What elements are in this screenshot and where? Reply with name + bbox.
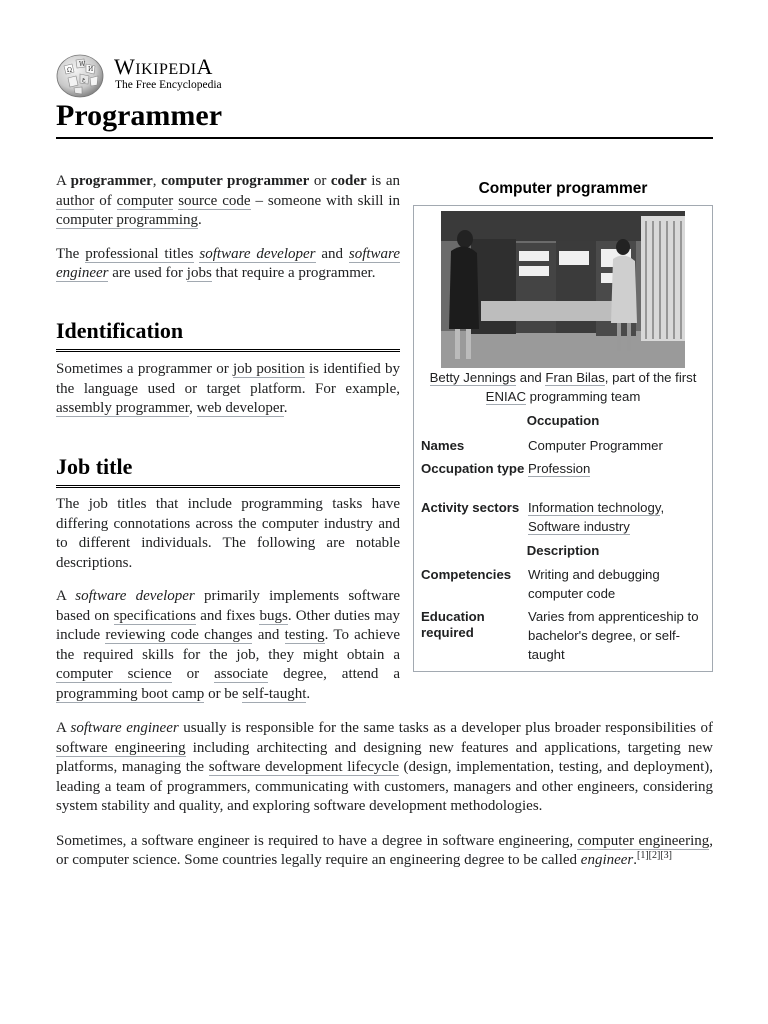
- link-bugs[interactable]: bugs: [259, 607, 288, 624]
- infobox-heading-occupation: Occupation: [526, 413, 600, 428]
- section-heading-identification: Identification: [56, 317, 400, 352]
- svg-text:W: W: [79, 61, 86, 68]
- infobox-heading-description: Description: [526, 543, 600, 558]
- link-programming-boot-camp[interactable]: programming boot camp: [56, 685, 205, 702]
- svg-text:И: И: [88, 66, 94, 73]
- link-job-position[interactable]: job position: [232, 361, 305, 377]
- link-fran-bilas[interactable]: Fran Bilas: [545, 370, 605, 385]
- link-computer[interactable]: computer: [116, 192, 174, 209]
- infobox-title: Computer programmer: [478, 180, 648, 197]
- link-web-developer[interactable]: web developer: [196, 400, 284, 416]
- wikipedia-logo[interactable]: [56, 52, 356, 98]
- reference-links[interactable]: [1][2][3]: [637, 850, 672, 861]
- wikipedia-globe-icon: [56, 54, 104, 98]
- job-title-paragraph-3: A software engineer usually is responsible for the same tasks as a developer plus broader responsibilities of software engineering including architecting and designing new features and applications, targeting new platforms, managing the software development lifecycle (design, implementation, testing, and deployment), leading a team of programmers, communicating with customers, managers and other engineers, considering system stability and quality, and exploring software development methodologies.: [56, 720, 714, 814]
- svg-text:Ω: Ω: [67, 67, 72, 74]
- wikipedia-wordmark: WIKIPEDIA: [114, 54, 213, 79]
- infobox-label-activity-sectors: Activity sectors: [421, 500, 520, 515]
- lead-section: [56, 172, 400, 284]
- job-title-section-continued: [56, 719, 713, 871]
- lead-paragraph-1: A programmer, computer programmer or coder is an author of computer source code – someone with skill in computer programming.: [56, 173, 401, 228]
- section-heading-job-title: Job title: [56, 453, 400, 488]
- job-title-section: [56, 495, 400, 704]
- link-associate[interactable]: associate: [214, 666, 269, 682]
- infobox-value-activity-sectors: Information technology, Software industry: [528, 500, 665, 534]
- infobox-label-occupation-type: Occupation type: [421, 461, 525, 476]
- link-software-industry[interactable]: Software industry: [528, 519, 630, 534]
- infobox: [413, 205, 713, 672]
- infobox-label-education: Education required: [421, 609, 485, 640]
- wikipedia-tagline: The Free Encyclopedia: [115, 79, 222, 91]
- link-software-development-lifecycle[interactable]: software development lifecycle: [208, 759, 399, 775]
- link-computer-programming[interactable]: computer programming: [56, 212, 199, 228]
- infobox-value-education: Varies from apprenticeship to bachelor's degree, or self-taught: [528, 609, 699, 662]
- link-author[interactable]: author: [56, 192, 95, 209]
- svg-text:ع: ع: [82, 76, 86, 83]
- page-title: Programmer: [56, 96, 713, 139]
- link-source-code[interactable]: source code: [178, 192, 251, 209]
- link-software-developer[interactable]: software developer: [199, 245, 316, 262]
- infobox-value-names: Computer Programmer: [528, 438, 663, 453]
- link-specifications[interactable]: specifications: [113, 607, 197, 624]
- link-self-taught[interactable]: self-taught: [242, 685, 307, 702]
- lead-paragraph-2: The professional titles software developer and software engineer are used for jobs that require a programmer.: [56, 245, 400, 281]
- link-jobs[interactable]: jobs: [186, 265, 212, 281]
- link-assembly-programmer[interactable]: assembly programmer: [56, 400, 190, 416]
- job-title-paragraph-4: Sometimes, a software engineer is required to have a degree in software engineering, computer engineering, or computer science. Some countries legally require an engineering degree to be called engineer.[1][2][3]: [56, 832, 713, 868]
- link-eniac[interactable]: ENIAC: [485, 389, 526, 404]
- job-title-paragraph-2: A software developer primarily implements software based on specifications and fixes bugs. Other duties may include reviewing code changes and testing. To achieve the required skills for the job, they might obtain a computer science or associate degree, attend a programming boot camp or be self-taught.: [56, 588, 401, 702]
- photo-caption: Betty Jennings and Fran Bilas, part of the first ENIAC programming team: [429, 370, 697, 404]
- link-profession[interactable]: Profession: [528, 461, 591, 476]
- link-professional-titles[interactable]: professional titles: [85, 245, 194, 262]
- infobox-value-competencies: Writing and debugging computer code: [528, 567, 660, 601]
- eniac-photo[interactable]: [441, 211, 685, 368]
- link-software-engineer[interactable]: software engineer: [56, 245, 400, 281]
- infobox-value-occupation-type: [528, 459, 708, 478]
- infobox-label-names: Names: [421, 438, 465, 453]
- link-reviewing-code-changes[interactable]: reviewing code changes: [105, 627, 253, 643]
- infobox-label-competencies: Competencies: [421, 567, 512, 582]
- identification-section: [56, 360, 400, 419]
- link-computer-science[interactable]: computer science: [56, 666, 172, 682]
- link-software-engineering[interactable]: software engineering: [56, 739, 186, 756]
- link-information-technology[interactable]: Information technology: [528, 500, 661, 515]
- identification-paragraph: Sometimes a programmer or job position is identified by the language used or target platform. For example, assembly programmer, web developer.: [56, 361, 400, 416]
- link-betty-jennings[interactable]: Betty Jennings: [429, 370, 517, 385]
- link-testing[interactable]: testing: [284, 627, 325, 643]
- job-title-paragraph-1: The job titles that include programming tasks have differing connotations across the computer industry and to different individuals. The following are notable descriptions.: [56, 496, 400, 571]
- link-computer-engineering[interactable]: computer engineering: [577, 832, 710, 849]
